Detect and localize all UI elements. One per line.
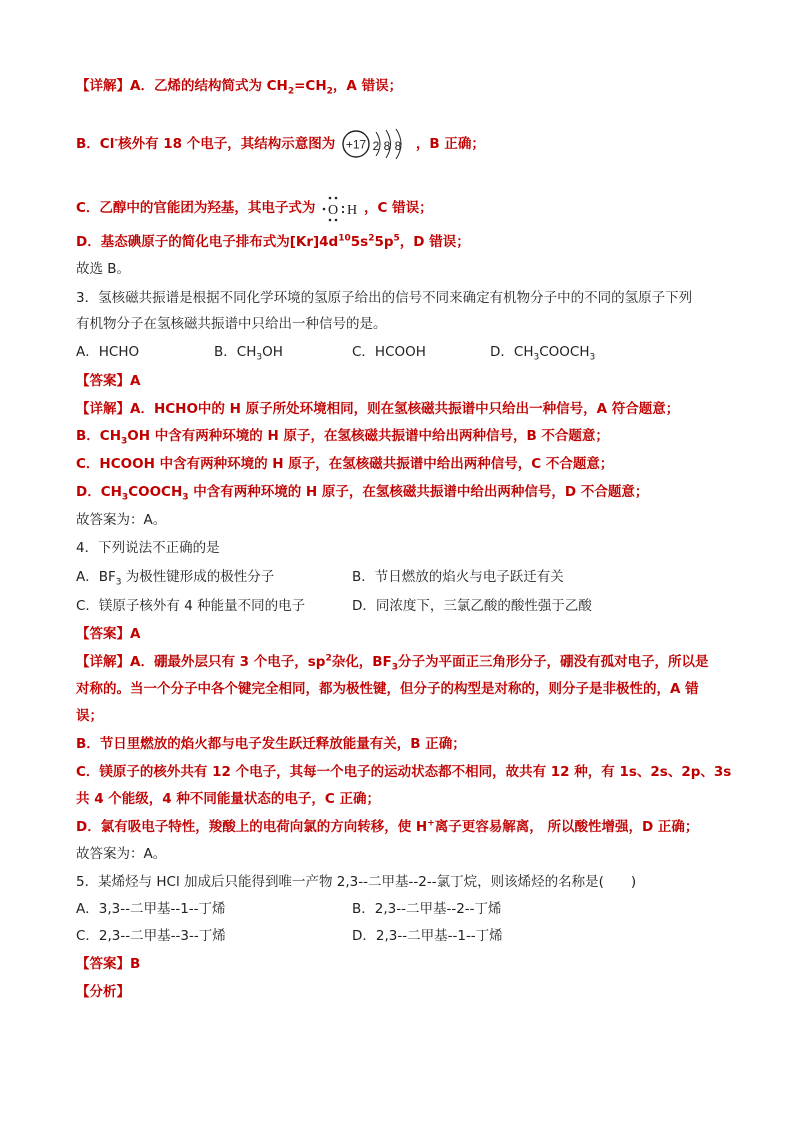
q3-option-c: C．HCOOH: [352, 344, 426, 360]
q4-options-row-1: [76, 567, 726, 587]
shell-2-count: 8: [383, 139, 390, 153]
chlorine-ion-structure-diagram: [340, 128, 412, 160]
q4-options-row-2: [76, 596, 726, 616]
q2-detail-optB: B．Cl-核外有 18 个电子，其结构示意图为 +17 2 8 8 ，B 正确；: [76, 128, 485, 160]
q3-detail-b: B．$CH_3OH$ 中含有两种环境的 H 原子，在氢核磁共振谱中给出两种信号，B 不合题意；: [76, 428, 609, 447]
hydrogen-symbol: H: [346, 203, 357, 218]
q4-option-a: A．$BF_3$ 为极性键形成的极性分子: [76, 569, 275, 588]
q4-stem: 4．下列说法不正确的是: [76, 540, 220, 556]
q4-detail-a-line-2: 对称的。当一个分子中各个键完全相同，都为极性键，但分子的构型是对称的，则分子是非极性的，A 错: [76, 681, 699, 697]
q3-detail-d: D．$CH_3COOCH_3$ 中含有两种环境的 H 原子，在氢核磁共振谱中给出两种信号，D 不合题意；: [76, 484, 649, 503]
q5-option-d: D．2,3--二甲基--1--丁烯: [352, 928, 503, 944]
q3-detail-a: 【详解】A．HCHO中的 H 原子所处环境相同，则在氢核磁共振谱中只给出一种信号，A 符合题意；: [76, 401, 680, 417]
q4-detail-d: D．氯有吸电子特性，羧酸上的电荷向氯的方向转移，使 H+离子更容易解离， 所以酸性增强，D 正确；: [76, 818, 699, 835]
q3-detail-c: C．HCOOH 中含有两种环境的 H 原子，在氢核磁共振谱中给出两种信号，C 不合题意；: [76, 456, 614, 472]
q3-answer: 【答案】A: [76, 373, 141, 389]
hydroxyl-electron-formula: [320, 194, 360, 222]
q4-detail-c-line-1: C．镁原子的核外共有 12 个电子，其每一个电子的运动状态都不相同，故共有 12 种，有 1s、2s、2p、3s: [76, 764, 732, 780]
q3-option-d: D．$CH_3COOCH_3$: [490, 344, 596, 363]
q5-options-row-1: [76, 899, 726, 919]
atom-core-label: +17: [345, 137, 366, 152]
q3-option-b: B．$CH_3OH$: [214, 344, 283, 363]
q5-stem: 5．某烯烃与 HCl 加成后只能得到唯一产物 2,3--二甲基--2--氯丁烷，则该烯烃的名称是( ): [76, 874, 637, 890]
q5-answer: 【答案】B: [76, 956, 141, 972]
q4-option-c: C．镁原子核外有 4 种能量不同的电子: [76, 598, 306, 614]
q4-detail-a-line-1: 【详解】A．硼最外层只有 3 个电子，$sp^2$杂化，$BF_3$分子为平面正三角形分子，硼没有孤对电子，所以是: [76, 653, 709, 673]
q3-options: [76, 342, 726, 362]
q2-detail-optD: D．基态碘原子的简化电子排布式为$[Kr]4d^{10}5s^25p^5$，D 错误；: [76, 233, 470, 250]
oxygen-symbol: O: [327, 203, 338, 218]
q4-detail-a-line-3: 误；: [76, 708, 103, 724]
q5-options-row-2: [76, 926, 726, 946]
q5-option-c: C．2,3--二甲基--3--丁烯: [76, 928, 226, 944]
q2-conclusion: 故选 B。: [76, 261, 131, 277]
q3-stem-line-1: 3．氢核磁共振谱是根据不同化学环境的氢原子给出的信号不同来确定有机物分子中的不同的氢原子下列: [76, 290, 693, 306]
q4-detail-b: B．节日里燃放的焰火都与电子发生跃迁释放能量有关，B 正确；: [76, 736, 466, 752]
q4-answer: 【答案】A: [76, 626, 141, 642]
q4-option-b: B．节日燃放的焰火与电子跃迁有关: [352, 569, 564, 585]
q4-conclusion: 故答案为：A。: [76, 846, 167, 862]
q3-conclusion: 故答案为：A。: [76, 512, 167, 528]
q5-analysis-label: 【分析】: [76, 984, 130, 1000]
q4-option-d: D．同浓度下，三氯乙酸的酸性强于乙酸: [352, 598, 592, 614]
q4-detail-c-line-2: 共 4 个能级，4 种不同能量状态的电子，C 正确；: [76, 791, 380, 807]
q5-option-b: B．2,3--二甲基--2--丁烯: [352, 901, 502, 917]
shell-1-count: 2: [372, 139, 379, 153]
q3-option-a: A．HCHO: [76, 344, 140, 360]
shell-3-count: 8: [394, 139, 401, 153]
q3-stem-line-2: 有机物分子在氢核磁共振谱中只给出一种信号的是。: [76, 316, 387, 332]
q2-detail-optA: 【详解】A．乙烯的结构简式为 $CH_2=CH_2$，A 错误；: [76, 78, 403, 97]
q2-detail-optC: C．乙醇中的官能团为羟基，其电子式为 O H ，C 错误；: [76, 194, 433, 222]
q5-option-a: A．3,3--二甲基--1--丁烯: [76, 901, 226, 917]
